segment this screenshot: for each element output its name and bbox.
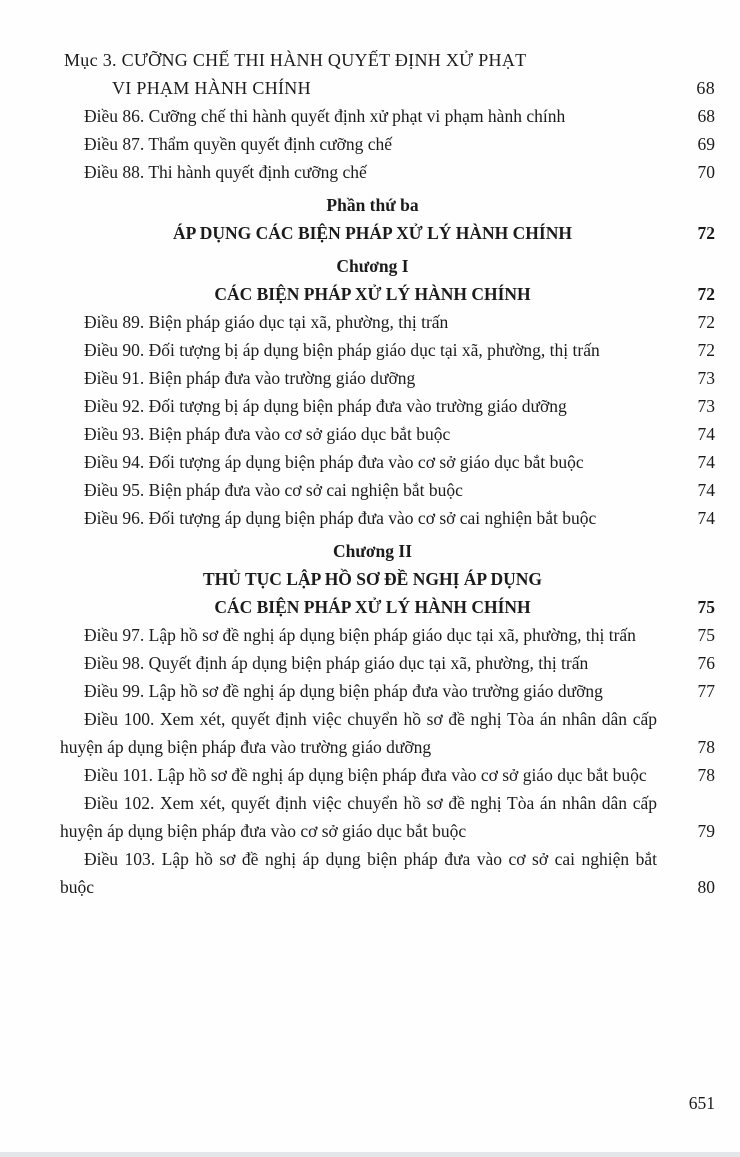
- toc-entry-dieu-92: [60, 392, 715, 420]
- toc-page-number: 68: [696, 78, 715, 98]
- toc-entry-dieu-96: [60, 504, 715, 532]
- toc-page-number: 78: [697, 737, 715, 757]
- toc-entry-text: Điều 102. Xem xét, quyết định việc chuyển hồ sơ đề nghị Tòa án nhân dân cấp huyện áp dụng biện pháp đưa vào cơ sở giáo dục bắt buộc: [60, 793, 657, 841]
- toc-entry-dieu-87: [60, 130, 715, 158]
- toc-entry-text: Điều 89. Biện pháp giáo dục tại xã, phường, thị trấn: [84, 312, 449, 332]
- toc-page-number: 74: [697, 424, 715, 444]
- toc-entry-text: Điều 93. Biện pháp đưa vào cơ sở giáo dục bắt buộc: [84, 424, 451, 444]
- toc-page-number: 72: [697, 340, 715, 360]
- toc-entry-text: Điều 94. Đối tượng áp dụng biện pháp đưa vào cơ sở giáo dục bắt buộc: [84, 452, 584, 472]
- toc-entry-text: Điều 86. Cưỡng chế thi hành quyết định xử phạt vi phạm hành chính: [84, 106, 566, 126]
- toc-heading-text: ÁP DỤNG CÁC BIỆN PHÁP XỬ LÝ HÀNH CHÍNH: [173, 223, 572, 243]
- toc-muc-heading-line1: Mục 3. CƯỠNG CHẾ THI HÀNH QUYẾT ĐỊNH XỬ PHẠT: [64, 50, 527, 70]
- toc-heading-text: CÁC BIỆN PHÁP XỬ LÝ HÀNH CHÍNH: [214, 284, 531, 304]
- toc-page-number: 69: [697, 134, 715, 154]
- toc-page-number: 73: [697, 368, 715, 388]
- toc-entry-text: Điều 88. Thi hành quyết định cưỡng chế: [84, 162, 367, 182]
- toc-muc-heading: [60, 46, 715, 102]
- toc-entry-dieu-91: [60, 364, 715, 392]
- toc-part-title: [60, 219, 715, 247]
- toc-chapter-heading-2: [60, 537, 715, 565]
- toc-page-number: 75: [697, 625, 715, 645]
- toc-entry-text: Điều 96. Đối tượng áp dụng biện pháp đưa vào cơ sở cai nghiện bắt buộc: [84, 508, 597, 528]
- toc-entry-text: Điều 101. Lập hồ sơ đề nghị áp dụng biện pháp đưa vào cơ sở giáo dục bắt buộc: [84, 765, 647, 785]
- toc-entry-dieu-95: [60, 476, 715, 504]
- toc-page-number: 78: [697, 765, 715, 785]
- toc-entry-dieu-98: [60, 649, 715, 677]
- toc-entry-dieu-97: [60, 621, 715, 649]
- toc-entry-dieu-103: [60, 845, 715, 901]
- toc-chapter-title-2: [60, 565, 715, 621]
- toc-entry-text: Điều 92. Đối tượng bị áp dụng biện pháp đưa vào trường giáo dưỡng: [84, 396, 567, 416]
- toc-entry-dieu-101: [60, 761, 715, 789]
- toc-page-number: 76: [697, 653, 715, 673]
- toc-page-number: 74: [697, 452, 715, 472]
- toc-heading-text: Chương I: [336, 256, 409, 276]
- toc-page-number: 79: [697, 821, 715, 841]
- toc-part-heading: [60, 191, 715, 219]
- toc-entry-text: Điều 87. Thẩm quyền quyết định cưỡng chế: [84, 134, 393, 154]
- toc-entry-text: Điều 95. Biện pháp đưa vào cơ sở cai nghiện bắt buộc: [84, 480, 463, 500]
- toc-heading-text: Chương II: [332, 541, 413, 561]
- toc-page-number: 74: [697, 508, 715, 528]
- toc-muc-heading-line2: VI PHẠM HÀNH CHÍNH: [112, 78, 311, 98]
- toc-page-number: 72: [697, 312, 715, 332]
- toc-entry-text: Điều 100. Xem xét, quyết định việc chuyển hồ sơ đề nghị Tòa án nhân dân cấp huyện áp dụng biện pháp đưa vào trường giáo dưỡng: [60, 709, 657, 757]
- toc-heading-line1: THỦ TỤC LẬP HỒ SƠ ĐỀ NGHỊ ÁP DỤNG: [202, 569, 543, 589]
- toc-entry-dieu-102: [60, 789, 715, 845]
- toc-entry-dieu-94: [60, 448, 715, 476]
- toc-page-number: 73: [697, 396, 715, 416]
- toc-entry-dieu-88: [60, 158, 715, 186]
- toc-entry-text: Điều 98. Quyết định áp dụng biện pháp giáo dục tại xã, phường, thị trấn: [84, 653, 589, 673]
- toc-chapter-title-1: [60, 280, 715, 308]
- toc-page-number: 70: [697, 162, 715, 182]
- toc-entry-text: Điều 97. Lập hồ sơ đề nghị áp dụng biện pháp giáo dục tại xã, phường, thị trấn: [84, 625, 636, 645]
- toc-entry-dieu-99: [60, 677, 715, 705]
- toc-page-number: 74: [697, 480, 715, 500]
- page-bottom-edge: [0, 1152, 740, 1157]
- toc-page-number: 80: [697, 877, 715, 897]
- toc-entry-text: Điều 90. Đối tượng bị áp dụng biện pháp giáo dục tại xã, phường, thị trấn: [84, 340, 600, 360]
- toc-entry-dieu-90: [60, 336, 715, 364]
- toc-entry-dieu-100: [60, 705, 715, 761]
- toc-entry-dieu-89: [60, 308, 715, 336]
- toc-content: [60, 46, 715, 901]
- toc-page-number: 77: [697, 681, 715, 701]
- toc-entry-dieu-93: [60, 420, 715, 448]
- toc-heading-text: Phần thứ ba: [326, 195, 419, 215]
- toc-page-number: 75: [697, 597, 715, 617]
- toc-heading-line2: CÁC BIỆN PHÁP XỬ LÝ HÀNH CHÍNH: [214, 597, 531, 617]
- toc-page-number: 72: [697, 284, 715, 304]
- toc-entry-text: Điều 99. Lập hồ sơ đề nghị áp dụng biện pháp đưa vào trường giáo dưỡng: [84, 681, 603, 701]
- toc-entry-text: Điều 91. Biện pháp đưa vào trường giáo dưỡng: [84, 368, 416, 388]
- toc-page-number: 68: [697, 106, 715, 126]
- toc-entry-dieu-86: [60, 102, 715, 130]
- toc-entry-text: Điều 103. Lập hồ sơ đề nghị áp dụng biện pháp đưa vào cơ sở cai nghiện bắt buộc: [60, 849, 657, 897]
- toc-page-number: 72: [697, 223, 715, 243]
- toc-chapter-heading-1: [60, 252, 715, 280]
- book-page-folio: 651: [688, 1093, 715, 1113]
